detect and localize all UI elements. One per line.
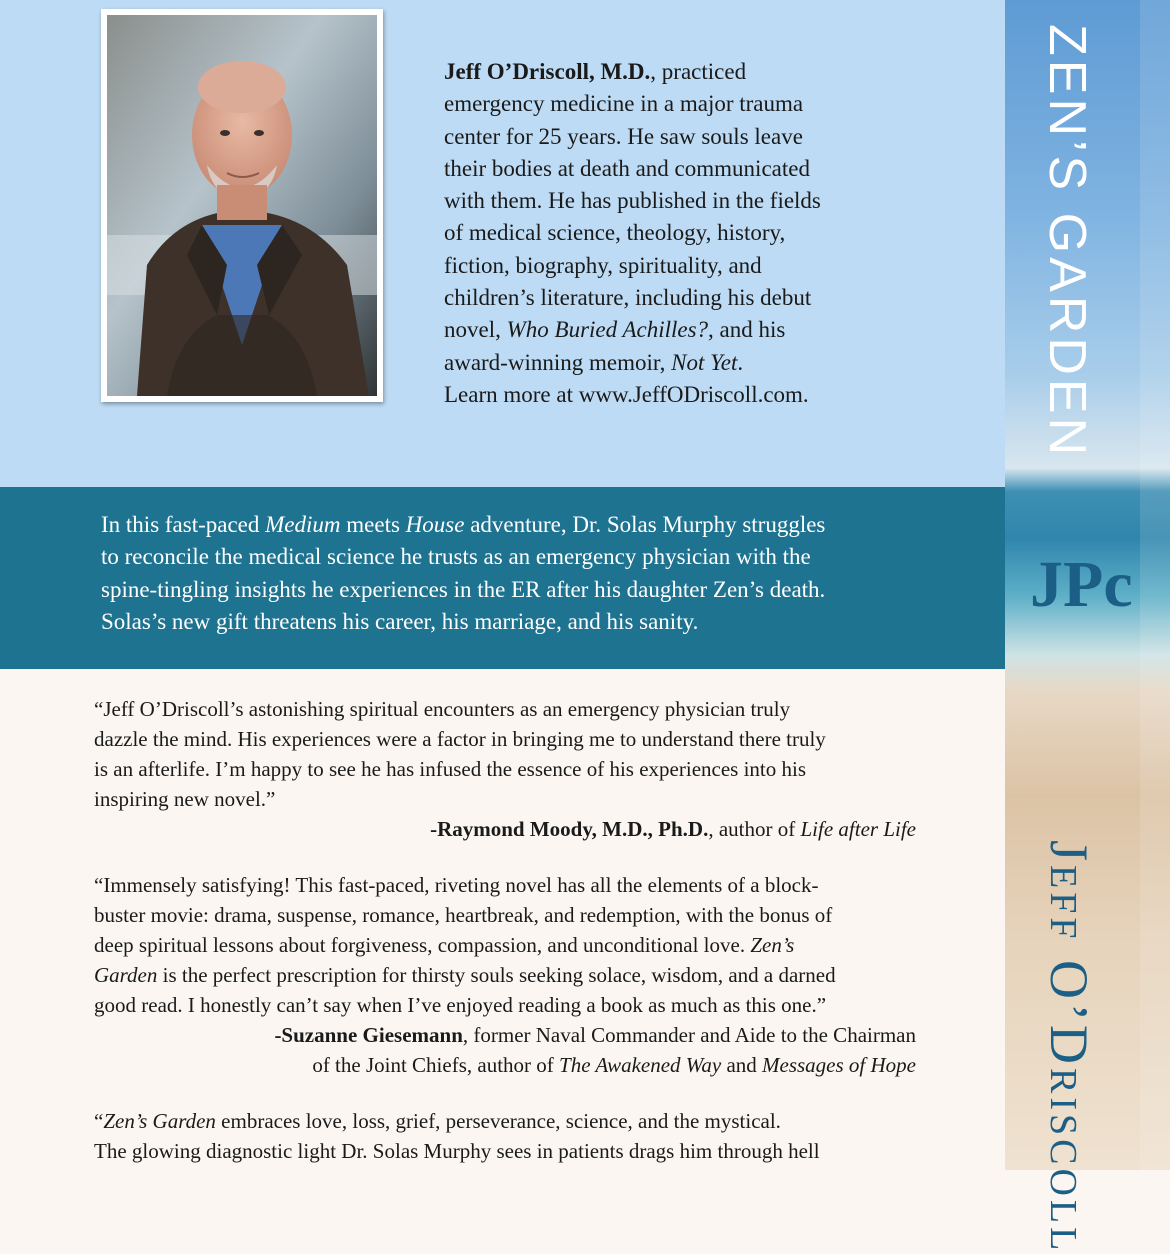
book-title: Messages of Hope	[762, 1053, 916, 1077]
bio-line: their bodies at death and communicated	[444, 155, 810, 181]
endorser-name: -Suzanne Giesemann	[274, 1023, 463, 1047]
publisher-logo	[1026, 536, 1150, 626]
quote-text: “	[94, 1109, 104, 1133]
blurb-text: meets	[340, 512, 406, 537]
blurb-line: spine-tingling insights he experiences in the ER after his daughter Zen’s death.	[101, 576, 826, 602]
bio-line: , practiced	[650, 59, 747, 84]
endorsement-giesemann	[94, 870, 916, 1080]
quote-text: embraces love, loss, grief, perseverance, science, and the mystical.	[215, 1109, 781, 1133]
endorsement-third	[94, 1106, 916, 1166]
book-title: Life after Life	[800, 817, 916, 841]
blurb-line: to reconcile the medical science he trusts as an emergency physician with the	[101, 544, 811, 570]
quote-line	[94, 1106, 916, 1136]
author-portrait-illustration	[107, 15, 377, 396]
publisher-logo-text: JPc	[1030, 548, 1133, 621]
bio-author-name: Jeff O’Driscoll, M.D.	[444, 59, 651, 84]
book-title: The Awakened Way	[559, 1053, 722, 1077]
quote-attribution	[94, 1020, 916, 1050]
bio-line: with them. He has published in the fields	[444, 188, 821, 214]
attribution-text: and	[721, 1053, 763, 1077]
publisher-logo-mark	[1026, 536, 1150, 626]
endorser-name: -Raymond Moody, M.D., Ph.D.	[430, 817, 709, 841]
blurb-line: Solas’s new gift threatens his career, his marriage, and his sanity.	[101, 608, 699, 634]
quote-line: “Immensely satisfying! This fast-paced, riveting novel has all the elements of a block-	[94, 873, 819, 897]
attribution-text: , author of	[708, 817, 801, 841]
blurb-text: adventure, Dr. Solas Murphy struggles	[464, 512, 826, 537]
bio-website: Learn more at www.JeffODriscoll.com.	[444, 381, 809, 407]
spine-author-text: Jeff O’Driscoll	[1039, 840, 1099, 1254]
quote-line	[94, 960, 916, 990]
quote-attribution	[94, 1050, 916, 1080]
attribution-text: , former Naval Commander and Aide to the Chairman	[462, 1023, 916, 1047]
endorsement-moody	[94, 694, 916, 844]
attribution-text: of the Joint Chiefs, author of	[312, 1053, 560, 1077]
bio-line: , and his	[708, 317, 786, 343]
quote-line: dazzle the mind. His experiences were a factor in bringing me to understand there truly	[94, 727, 826, 751]
bio-line: of medical science, theology, history,	[444, 220, 786, 246]
quote-text: is the perfect prescription for thirsty souls seeking solace, wisdom, and a darned	[157, 963, 836, 987]
book-title: Who Buried Achilles?	[506, 317, 709, 343]
quote-line: “Jeff O’Driscoll’s astonishing spiritual encounters as an emergency physician truly	[94, 697, 791, 721]
bio-line: award-winning memoir,	[444, 349, 672, 375]
quote-line	[94, 930, 916, 960]
book-title: Zen’s	[750, 933, 795, 957]
book-title: Garden	[94, 963, 158, 987]
quote-line: buster movie: drama, suspense, romance, heartbreak, and redemption, with the bonus of	[94, 903, 833, 927]
blurb-text: In this fast-paced	[101, 512, 266, 537]
book-title: Not Yet	[671, 349, 738, 375]
author-bio	[444, 56, 874, 411]
blurb-show-title: Medium	[265, 512, 341, 537]
bio-line: fiction, biography, spirituality, and	[444, 252, 762, 278]
author-photo-frame	[101, 9, 383, 402]
endorsements	[94, 694, 916, 1166]
quote-attribution	[94, 814, 916, 844]
bio-line: center for 25 years. He saw souls leave	[444, 123, 803, 149]
bio-line: novel,	[444, 317, 507, 343]
book-title: Zen’s Garden	[103, 1109, 216, 1133]
bio-line: .	[737, 349, 744, 375]
quote-line: inspiring new novel.”	[94, 787, 276, 811]
spine-title	[1038, 24, 1096, 460]
spine-author	[1039, 840, 1099, 1254]
quote-line: The glowing diagnostic light Dr. Solas Murphy sees in patients drags him through hell	[94, 1139, 820, 1163]
blurb-show-title: House	[405, 512, 465, 537]
quote-line: is an afterlife. I’m happy to see he has infused the essence of his experiences into his	[94, 757, 807, 781]
book-blurb	[101, 509, 921, 638]
bio-line: emergency medicine in a major trauma	[444, 91, 804, 117]
bio-line: children’s literature, including his debut	[444, 285, 812, 311]
quote-text: deep spiritual lessons about forgiveness, compassion, and unconditional love.	[94, 933, 751, 957]
author-photo	[107, 15, 377, 396]
spine-title-text: ZEN’S GARDEN	[1038, 24, 1096, 460]
quote-line: good read. I honestly can’t say when I’ve enjoyed reading a book as much as this one.”	[94, 993, 827, 1017]
